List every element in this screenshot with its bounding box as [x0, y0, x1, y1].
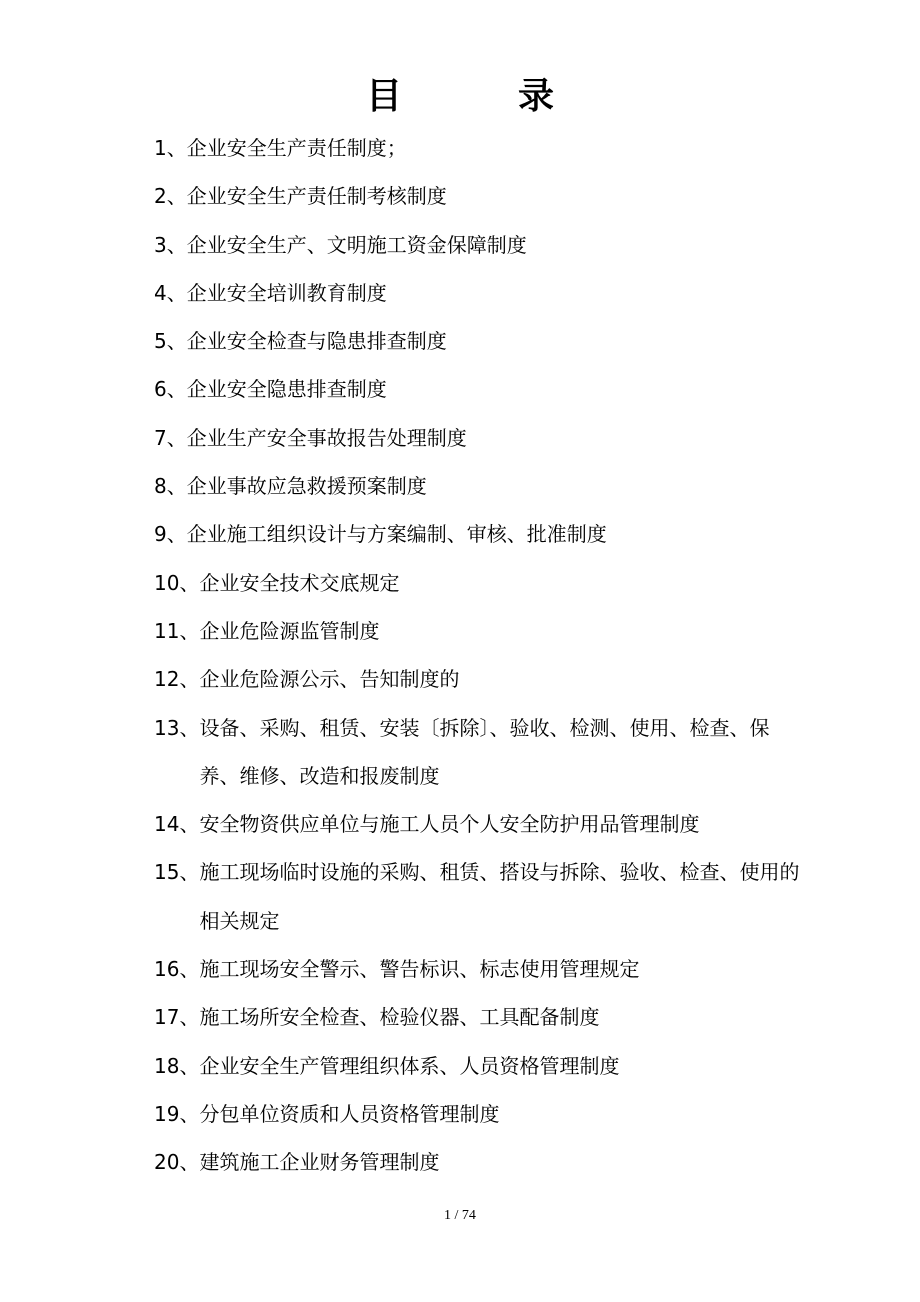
toc-item-number: 9、: [154, 522, 187, 547]
toc-item: [154, 317, 854, 365]
toc-item-number: 18、: [154, 1053, 200, 1078]
toc-item: [154, 365, 854, 413]
toc-item-text: 企业安全生产责任制度；: [186, 136, 407, 160]
toc-item: [154, 1042, 854, 1090]
toc-item-number: 10、: [154, 570, 200, 595]
toc-item-text: 企业施工组织设计与方案编制、审核、批准制度: [186, 522, 607, 547]
toc-item-text: 企业危险源公示、告知制度的: [199, 667, 460, 692]
table-of-contents: [154, 124, 854, 1187]
toc-item-number: 8、: [154, 474, 187, 499]
toc-item: [154, 800, 854, 848]
toc-item: [154, 1090, 854, 1138]
toc-item-number: 1、: [154, 136, 187, 160]
toc-item: [154, 945, 854, 993]
toc-item-number: 17、: [154, 1005, 200, 1030]
toc-item-number: 11、: [154, 618, 200, 643]
toc-item: [154, 269, 854, 317]
toc-item-number: 2、: [154, 184, 187, 209]
toc-item: [154, 124, 854, 172]
toc-item: [154, 607, 854, 655]
toc-item-text: 企业危险源监管制度: [199, 618, 380, 643]
toc-item-text: 企业安全生产管理组织体系、人员资格管理制度: [199, 1053, 620, 1078]
page-number: 1 / 74: [444, 1208, 476, 1223]
toc-item-number: 3、: [154, 232, 187, 257]
toc-item-number: 4、: [154, 280, 187, 305]
toc-item-text: 施工现场安全警示、警告标识、标志使用管理规定: [199, 957, 640, 982]
toc-item-number: 20、: [154, 1150, 200, 1175]
toc-item: [154, 414, 854, 462]
toc-item: [154, 462, 854, 510]
toc-item-number: 5、: [154, 329, 187, 354]
page-title: 目 录: [365, 76, 594, 117]
toc-item-number: 14、: [154, 812, 200, 837]
toc-item: [154, 848, 854, 945]
toc-item: [154, 1138, 854, 1186]
toc-item-text: 企业安全技术交底规定: [199, 570, 400, 595]
toc-item-text: 企业生产安全事故报告处理制度: [186, 425, 467, 450]
toc-item-number: 7、: [154, 425, 187, 450]
toc-item-text: 分包单位资质和人员资格管理制度: [199, 1101, 500, 1126]
toc-item-number: 12、: [154, 667, 200, 692]
toc-item: [154, 704, 854, 801]
toc-item-text: 建筑施工企业财务管理制度: [199, 1150, 440, 1175]
toc-item-text: 施工现场临时设施的采购、租赁、搭设与拆除、验收、检查、使用的相关规定: [199, 860, 800, 933]
toc-item-text: 企业安全隐患排查制度: [186, 377, 387, 402]
toc-item-text: 企业安全生产、文明施工资金保障制度: [186, 232, 527, 257]
toc-item-text: 企业安全生产责任制考核制度: [186, 184, 447, 209]
toc-item-text: 企业安全培训教育制度: [186, 280, 387, 305]
toc-item: [154, 510, 854, 558]
toc-item-text: 设备、采购、租赁、安装〔拆除〕、验收、检测、使用、检查、保养、维修、改造和报废制度: [199, 715, 770, 788]
toc-item: [154, 172, 854, 220]
toc-item-text: 施工场所安全检查、检验仪器、工具配备制度: [199, 1005, 600, 1030]
toc-item-text: 企业事故应急救援预案制度: [186, 474, 427, 499]
toc-item: [154, 993, 854, 1041]
toc-item: [154, 655, 854, 703]
toc-item-text: 安全物资供应单位与施工人员个人安全防护用品管理制度: [199, 812, 700, 837]
toc-item: [154, 559, 854, 607]
toc-item-text: 企业安全检查与隐患排查制度: [186, 329, 447, 354]
toc-item-number: 6、: [154, 377, 187, 402]
toc-item-number: 16、: [154, 957, 200, 982]
toc-item: [154, 221, 854, 269]
toc-item-number: 15、: [154, 860, 200, 885]
toc-item-number: 19、: [154, 1101, 200, 1126]
toc-item-number: 13、: [154, 715, 200, 740]
